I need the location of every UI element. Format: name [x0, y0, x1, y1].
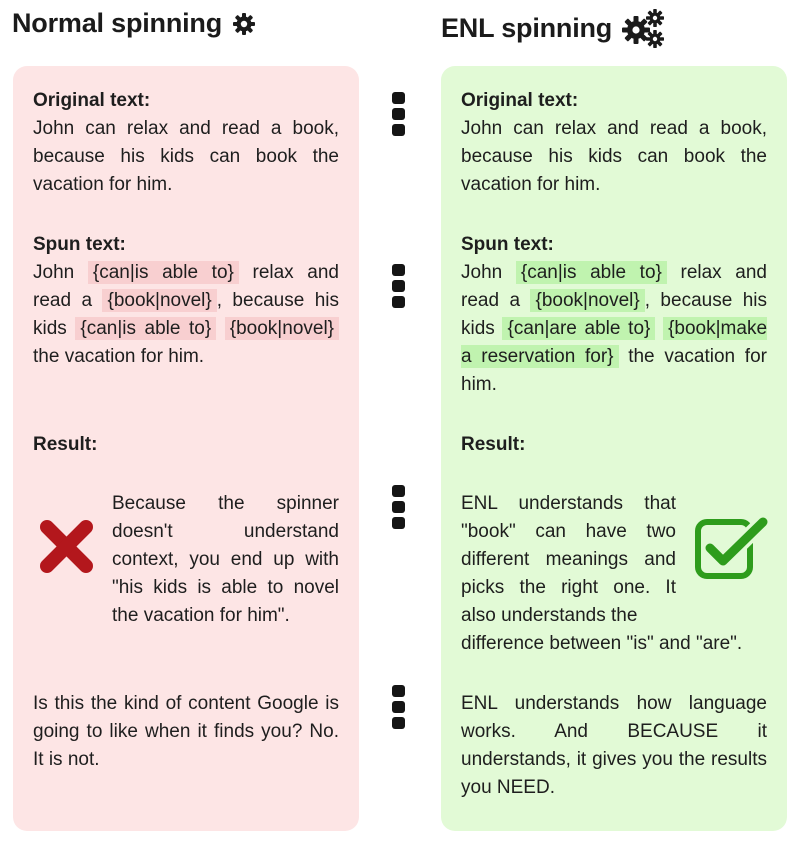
- spun-text-part: , because his kids: [33, 290, 339, 339]
- closing-text: ENL understands how language works. And BECAUSE it understands, it gives you the results you NEED.: [461, 693, 767, 798]
- spun-text-part: relax and read a: [33, 262, 339, 311]
- spun-text-part: [655, 318, 663, 339]
- spun-text-part: the vacation for him.: [461, 346, 767, 395]
- original-text: John can relax and read a book, because his kids can book the vacation for him.: [461, 118, 767, 195]
- spintax-highlight: {book|novel}: [102, 289, 216, 312]
- spun-text-part: John: [33, 262, 88, 283]
- spintax-highlight: {can|are able to}: [502, 317, 655, 340]
- spun-text-part: John: [461, 262, 516, 283]
- spun-text-part: relax and read a: [461, 262, 767, 311]
- closing-text: Is this the kind of content Google is going to like when it finds you? No. It is not.: [33, 693, 339, 770]
- spun-text: [33, 259, 339, 371]
- original-text: John can relax and read a book, because his kids can book the vacation for him.: [33, 118, 339, 195]
- spintax-highlight: {book|novel}: [225, 317, 339, 340]
- enl-spinning-title: [441, 8, 666, 48]
- vertical-dots-icon: [392, 485, 406, 529]
- normal-spinning-panel: [13, 66, 359, 831]
- spun-text-part: , because his kids: [461, 290, 767, 339]
- enl-spinning-title-text: ENL spinning: [441, 12, 613, 43]
- normal-spinning-title-text: Normal spinning: [12, 8, 223, 38]
- spintax-highlight: {can|is able to}: [75, 317, 216, 340]
- original-text-block: [33, 87, 339, 199]
- checkbox-check-icon: [693, 514, 771, 586]
- original-text-label: Original text:: [461, 90, 579, 111]
- original-text-label: Original text:: [33, 90, 151, 111]
- result-text: ENL understands that "book" can have two different meanings and picks the right one. It also understands the: [461, 493, 676, 626]
- result-label-block: [33, 431, 339, 459]
- spun-text-part: the vacation for him.: [33, 346, 205, 367]
- gear-icon: [232, 12, 256, 36]
- spun-text: [461, 259, 767, 399]
- vertical-dots-icon: [392, 92, 406, 136]
- result-text-continued: difference between "is" and "are".: [461, 633, 743, 654]
- vertical-dots-icon: [392, 264, 406, 308]
- spintax-highlight: {can|is able to}: [516, 261, 667, 284]
- spintax-highlight: {book|novel}: [530, 289, 644, 312]
- spintax-highlight: {book|make a reservation for}: [461, 318, 768, 367]
- spun-text-block: [461, 231, 767, 399]
- spun-text-block: [33, 231, 339, 371]
- gears-icon: [622, 8, 666, 48]
- cross-icon: [38, 518, 95, 575]
- result-label: Result:: [33, 434, 98, 455]
- spun-text-label: Spun text:: [33, 234, 126, 255]
- vertical-dots-icon: [392, 685, 406, 729]
- spintax-highlight: {can|is able to}: [88, 261, 239, 284]
- spun-text-part: [216, 318, 225, 339]
- normal-spinning-title: [12, 8, 256, 39]
- spun-text-label: Spun text:: [461, 234, 554, 255]
- result-text: Because the spinner doesn't understand context, you end up with "his kids is able to novel the vacation for him".: [112, 493, 339, 626]
- result-label: Result:: [461, 434, 526, 455]
- result-label-block: [461, 431, 767, 459]
- enl-spinning-panel: [441, 66, 787, 831]
- original-text-block: [461, 87, 767, 199]
